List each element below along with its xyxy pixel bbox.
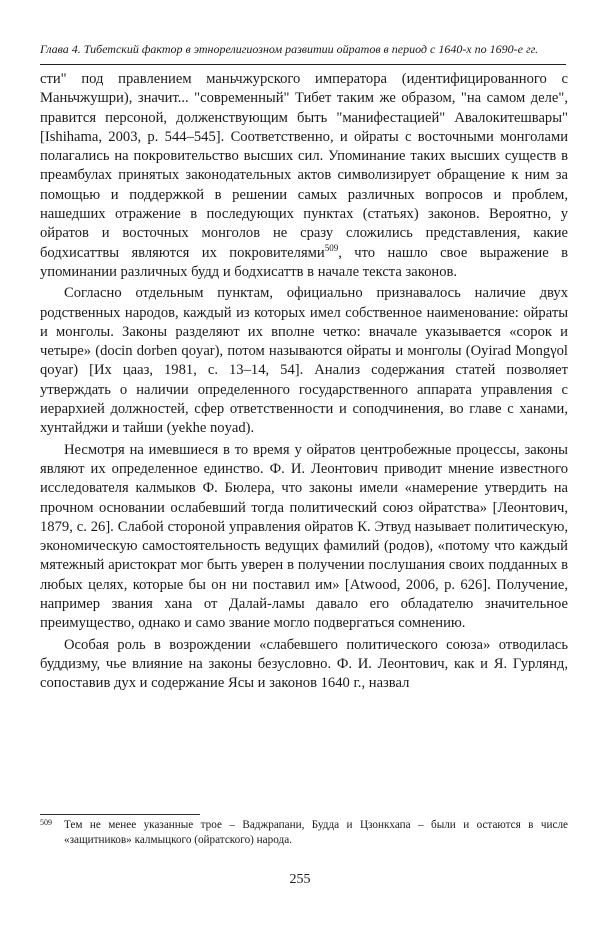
body-text bbox=[40, 70, 568, 694]
page-number: 255 bbox=[289, 872, 311, 887]
paragraph-1-text: сти" под правлением маньчжурского императора (идентифицированного с Маньчжушри), значит... "современный" Тибет таким же образом, "на самом деле", правится персоной, долженствующим быть "манифестацией" Авалокитешвары" [Ishihama, 2003, p. 544–545]. Соответственно, и ойраты с восточными монголами полагались на покровительство высших сил. Упоминание таких высших существ в преамбулах принятых законодательных актов символизирует обращение к ним за помощью и поддержкой в решении самых различных вопросов и проблем, нашедших отражение в последующих пунктах (статьях) законов. Вероятно, у ойратов и восточных монголов не сразу сложились представления, какие бодхисаттвы являются их покровителями bbox=[40, 71, 568, 261]
footnote-reference[interactable]: 509 bbox=[324, 242, 339, 253]
footnote-text: Тем не менее указанные трое – Ваджрапани, Будда и Цзонкхапа – были и остаются в числе «защитников» калмыцкого (ойратского) народа. bbox=[64, 819, 568, 846]
paragraph-2: Согласно отдельным пунктам, официально признавалось наличие двух родственных народов, каждый из которых имел собственное наименование: ойраты и монголы. Законы разделяют их вполне четко: вначале указывается «сорок и четыре» (docin dorben qoyar), потом называются ойраты и монголы (Oyirad Mongγol qoyar) [Их цааз, 1981, с. 13–14, 54]. Анализ содержания статей позволяет утверждать о наличии определенного государственного аппарата управления с иерархией должностей, сфер ответственности и соподчинения, во главе с ханами, хунтайджи и тайши (yekhe noyad). bbox=[40, 285, 568, 437]
running-head: Глава 4. Тибетский фактор в этнорелигиозном развитии ойратов в период с 1640-х по 1690-е гг. bbox=[40, 42, 539, 56]
paragraph-3: Несмотря на имевшиеся в то время у ойратов центробежные процессы, законы являют их определенное единство. Ф. И. Леонтович приводит мнение известного исследователя калмыков Ф. Бюлера, что законы имели «намерение утвердить на прочном основании ослабевший тогда политический союз ойратства» [Леонтович, 1879, с. 26]. Слабой стороной управления ойратов К. Этвуд называет политическую, экономическую самостоятельность ведущих фамилий (родов), «потому что каждый мятежный аристократ мог быть уверен в получении послушания своих подданных в любых целях, которые бы он ни поставил им» [Atwood, 2006, p. 626]. Получение, например звания хана от Далай-ламы давало его обладателю значительное преимущество, однако и само звание могло подвергаться сомнению. bbox=[40, 441, 568, 632]
paragraph-4: Особая роль в возрождении «слабевшего политического союза» отводилась буддизму, чье влияние на законы безусловно. Ф. И. Леонтович, как и Я. Гурлянд, сопоставив дух и содержание Ясы и законов 1640 г., назвал bbox=[40, 636, 568, 692]
header-rule bbox=[40, 64, 566, 65]
footnote-rule bbox=[40, 814, 200, 815]
footnote bbox=[40, 818, 568, 848]
paragraph-1-tail: , что нашло свое выражение в упоминании различных будд и бодхисаттв в начале текста законов. bbox=[40, 244, 568, 280]
footnote-number: 509 bbox=[40, 818, 52, 827]
paragraph-1 bbox=[40, 70, 568, 282]
